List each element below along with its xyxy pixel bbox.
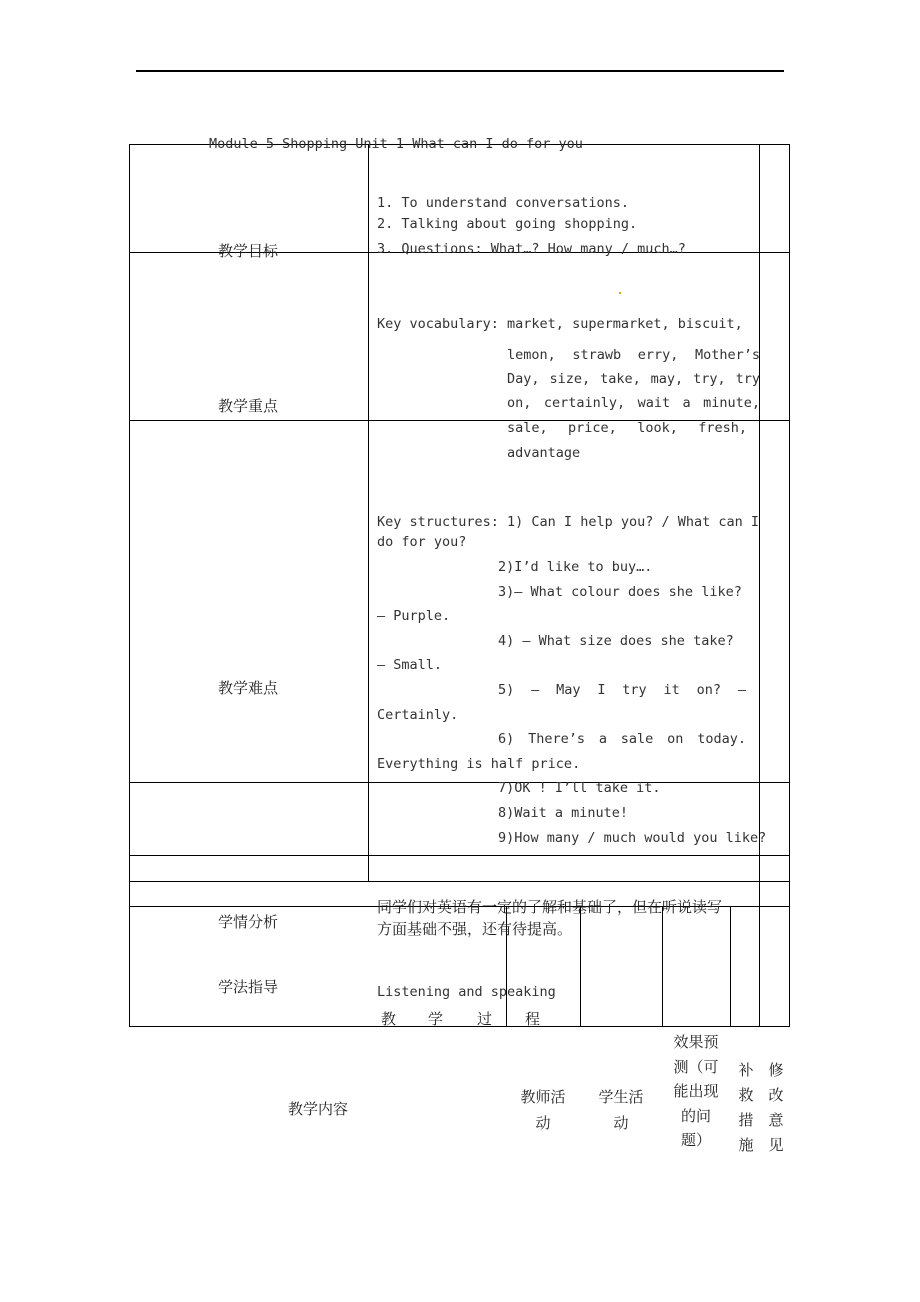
objective-item: 2. Talking about going shopping. [377, 216, 638, 232]
structure-line: do for you? [377, 534, 467, 550]
header-remedy-char: 措 [738, 1111, 754, 1129]
process-char: 学 [428, 1010, 444, 1028]
column-divider-inner [759, 144, 760, 1026]
table-border-bottom [129, 1026, 790, 1027]
structure-line: 9)How many / much would you like? [498, 830, 767, 846]
process-char: 过 [477, 1010, 493, 1028]
header-teaching-content: 教学内容 [288, 1100, 349, 1118]
row-divider-difficulties [129, 782, 790, 783]
header-effect-line: 效果预 [673, 1033, 719, 1051]
student-analysis-line: 方面基础不强，还有待提高。 [377, 920, 573, 938]
header-revision-char: 意 [768, 1111, 784, 1129]
header-remedy-char: 施 [738, 1136, 754, 1154]
header-revision-char: 改 [768, 1086, 784, 1104]
header-effect-line: 的问 [680, 1106, 711, 1125]
table-border-right [789, 144, 790, 1026]
structure-line: Certainly. [377, 707, 459, 723]
label-student-analysis: 学情分析 [218, 913, 279, 931]
structure-line: — Purple. [377, 608, 451, 624]
structure-line: 7)OK ! I’ll take it. [498, 780, 661, 796]
structure-line: 3)— What colour does she like? [498, 584, 742, 600]
header-revision [764, 1058, 788, 1158]
column-divider-student [580, 906, 581, 1026]
process-char: 教 [381, 1010, 397, 1028]
structures-intro: Key structures: 1) Can I help you? / What can I [377, 514, 760, 530]
header-effect-line: 测（可 [673, 1057, 719, 1076]
stray-dot [619, 292, 621, 294]
label-key-points: 教学重点 [218, 397, 279, 415]
header-teacher-activity-line: 教师活 [520, 1088, 566, 1106]
row-divider-blank [129, 881, 790, 882]
header-effect-line: 能出现 [673, 1082, 719, 1100]
page-title: Module 5 Shopping Unit 1 What can I do for you [209, 136, 583, 152]
header-revision-char: 修 [768, 1061, 784, 1079]
header-student-activity [583, 1084, 659, 1136]
row-divider-structures [129, 855, 790, 856]
label-objectives: 教学目标 [218, 242, 279, 260]
header-revision-char: 见 [768, 1136, 784, 1154]
column-divider-label [368, 144, 369, 881]
vocabulary-line: lemon, strawb erry, Mother’s [507, 347, 760, 363]
student-analysis-line: 同学们对英语有一定的了解和基础了，但在听说读写 [377, 898, 723, 916]
vocabulary-line: on, certainly, wait a minute, [507, 395, 760, 411]
header-remedy [734, 1058, 758, 1158]
label-difficulties: 教学难点 [218, 679, 279, 697]
header-effect-prediction [666, 1030, 726, 1153]
table-border-left [129, 144, 130, 1026]
vocabulary-line: advantage [507, 445, 581, 461]
structure-line: 5) — May I try it on? — [498, 682, 746, 698]
structure-line: Everything is half price. [377, 756, 581, 772]
objective-item: 1. To understand conversations. [377, 195, 629, 211]
column-divider-effect [662, 906, 663, 1026]
header-effect-line: 题） [680, 1131, 711, 1149]
column-divider-remedy [730, 906, 731, 1026]
header-teacher-activity-line: 动 [535, 1114, 551, 1132]
header-student-activity-line: 动 [613, 1114, 629, 1132]
method-text: Listening and speaking [377, 984, 556, 1000]
structure-line: — Small. [377, 657, 443, 673]
process-char: 程 [525, 1010, 541, 1028]
header-student-activity-line: 学生活 [598, 1088, 644, 1106]
structure-line: 8)Wait a minute! [498, 805, 629, 821]
top-rule [136, 70, 784, 72]
header-remedy-char: 救 [738, 1086, 754, 1104]
header-teacher-activity [506, 1084, 580, 1136]
structure-line: 6) There’s a sale on today. [498, 731, 746, 747]
header-remedy-char: 补 [738, 1061, 754, 1079]
label-method-guidance: 学法指导 [218, 978, 279, 996]
structure-line: 2)I’d like to buy…. [498, 559, 653, 575]
vocabulary-line: Day, size, take, may, try, try [507, 371, 760, 387]
objective-item: 3. Questions: What…? How many / much…? [377, 241, 686, 257]
vocabulary-line: sale, price, look, fresh, [507, 420, 747, 436]
vocabulary-intro: Key vocabulary: market, supermarket, biscuit, [377, 316, 743, 332]
structure-line: 4) — What size does she take? [498, 633, 734, 649]
